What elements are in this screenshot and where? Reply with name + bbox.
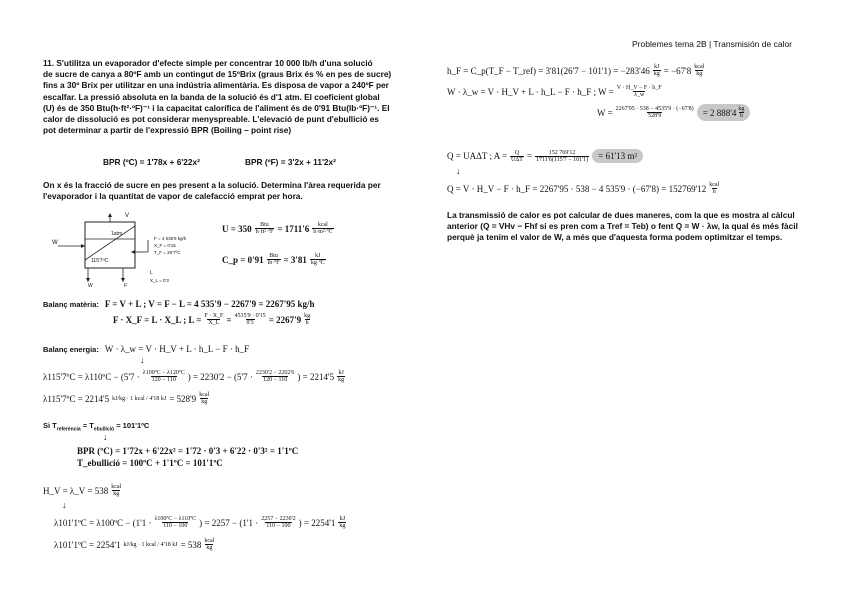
question <box>43 180 408 202</box>
hf-result: = −67'8 <box>663 65 692 76</box>
eq2-num2: 4535'9 · 0'15 <box>234 313 266 319</box>
lambda101-den: 110 − 100 <box>163 523 188 529</box>
lambda-interp-den2: 120 − 110 <box>263 377 288 383</box>
problem-line: de sucre de canya a 80ºF amb un contingut de 15ºBrix (graus Brix és % en pes de sucre) <box>43 69 392 80</box>
tref-value: = 101'1ºC <box>116 421 150 430</box>
diagram-feed-1: F = 4 535'9 kg/h <box>154 236 187 241</box>
w-result-unit-num: kg <box>738 106 745 112</box>
diagram-feed-3: T_F = 26'7ºC <box>154 250 181 255</box>
eq2-num: F · X_F <box>204 313 224 319</box>
eq-cp-res-unit-den: kg·ºC <box>310 260 325 266</box>
hv-unit-den: kg <box>113 491 120 497</box>
lambda-interp-den: 120 − 110 <box>151 377 176 383</box>
eq-u-res-unit-num: kcal <box>317 222 328 228</box>
lambda-convert <box>43 392 209 405</box>
lambda101-interp <box>54 516 346 529</box>
lambda101-num: λ100ºC − λ110ºC <box>154 516 197 522</box>
tref-label2: = T <box>82 421 94 430</box>
lambda-interp-lhs: λ115'7ºC = λ110ºC − (5'7 · <box>43 371 140 382</box>
material-balance-eq1: F = V + L ; V = F − L = 4 535'9 − 2267'9 = 2267'95 kg/h <box>104 299 315 309</box>
w-num: V · H_V − F · h_F <box>616 85 662 91</box>
lambda-interp <box>43 370 345 383</box>
q-calc: Q = V · H_V − F · h_F = 2267'95 · 538 − 4 535'9 · (−67'8) = 152769'12 <box>447 183 707 194</box>
lambda101-result: ) = 2254'1 <box>298 517 336 528</box>
note-line: anterior (Q = VHv − Fhf si es pren com a Tref = Teb) o fent Q = W · λw, la qual és més fàcil <box>447 221 798 232</box>
eq2-result: = 2267'9 <box>268 314 302 325</box>
question-line: l'evaporador i la quantitat de vapor de calefacció emprat per hora. <box>43 191 303 202</box>
eq-cp-res-unit-num: kJ <box>315 253 321 259</box>
lambda-convert-unit-den: kg <box>201 399 208 405</box>
area-num2: 152 769'12 <box>548 149 576 156</box>
problem-line: 11. S'utilitza un evaporador d'efecte simple per concentrar 10 000 lb/h d'una solució <box>43 58 373 68</box>
energy-balance-eq: W · λ_w = V · H_V + L · h_L − F · h_F <box>104 344 250 354</box>
lambda-convert-result: = 528'9 <box>169 393 197 404</box>
diagram-label-f-out: F <box>124 283 128 289</box>
tref-sub2: ebullició <box>93 426 115 433</box>
area-result: = 61'13 m² <box>592 149 643 163</box>
hv-unit-num: kcal <box>111 484 122 490</box>
lambda-interp-result: ) = 2214'5 <box>297 371 335 382</box>
eq-cp <box>222 253 326 266</box>
hv-arrow: ↓ <box>62 500 67 510</box>
eq2-den: X_L <box>208 320 220 326</box>
q-line <box>447 182 719 195</box>
diagram-feed-2: X_F = 0'15 <box>154 243 176 248</box>
lambda-convert-lhs: λ115'7ºC = 2214'5 <box>43 393 110 404</box>
eq2-unit-den: h <box>305 320 309 326</box>
lambda101-mid: ) = 2257 − (1'1 · <box>199 517 259 528</box>
lambda101-convert-lhs: λ101'1ºC = 2254'1 <box>54 539 121 550</box>
lambda101-num2: 2257 − 2230'2 <box>261 516 296 522</box>
bpr-calc: BPR (ºC) = 1'72x + 6'22x² = 1'72 · 0'3 + 6'22 · 0'3² = 1'1ºC <box>77 446 299 456</box>
hf-unit2-den: kg <box>696 71 703 77</box>
problem-line: calor de dissolució es pot considerar menyspreable. L'elevació de punt d'ebullició es <box>43 114 379 125</box>
bpr-formula-f: BPR (ºF) = 3'2x + 11'2x² <box>245 157 336 167</box>
problem-line: (U) és de 350 Btu(h·ft²·ºF)⁻¹ i la capacitat calorífica de l'aliment és de 0'91 Btu(lb·ºF)⁻¹. El <box>43 102 390 113</box>
hv-line <box>43 484 121 497</box>
hf-line <box>447 64 704 77</box>
hf-lhs: h_F = C_p(T_F − T_ref) = 3'81(26'7 − 101'1) = −283'46 <box>447 65 650 76</box>
lambda101-convert-unit-num: kcal <box>204 538 215 544</box>
note-paragraph <box>447 210 812 244</box>
hf-unit1-den: kg <box>653 71 660 77</box>
eq-u <box>222 222 334 235</box>
eq-u-unit-num: Btu <box>260 222 269 228</box>
question-line: On x és la fracció de sucre en pes present a la solució. Determina l'àrea requerida per <box>43 180 381 190</box>
w-calc-lhs: W = <box>597 107 613 118</box>
eq-cp-unit-num: Btu <box>269 253 278 259</box>
lambda-interp-unit-den: kg <box>338 377 345 383</box>
w-result: = 2 888'4 <box>702 107 737 118</box>
area-arrow: ↓ <box>456 166 461 176</box>
eq-u-unit-den: h·ft²·ºF <box>255 229 274 235</box>
tref-arrow: ↓ <box>103 432 108 442</box>
problem-line: pot determinar a partir de l'expressió BPR (Boiling – point rise) <box>43 125 292 136</box>
area-num: Q <box>514 149 520 156</box>
lambda101-convert <box>54 538 214 551</box>
diagram-label-l: L <box>150 270 153 276</box>
area-line <box>447 149 643 163</box>
diagram-label-atm: 1atm <box>111 231 123 237</box>
area-equals: = <box>526 151 532 161</box>
q-unit-num: kcal <box>709 182 720 188</box>
problem-line: fins a 30º Brix per utilitzar en una indústria alimentària. Es disposa de vapor a 240ºF per <box>43 80 389 91</box>
tref-label: Si T <box>43 421 57 430</box>
diagram-label-v: V <box>125 213 130 219</box>
lambda-convert-unit-num: kcal <box>199 392 210 398</box>
material-balance <box>43 299 314 309</box>
eq2-lhs: F · X_F = L · X_L ; L = <box>113 314 202 325</box>
area-den: UΔT <box>511 156 523 163</box>
evaporator-diagram <box>48 212 238 292</box>
lambda101-unit-num: kJ <box>339 516 346 522</box>
lambda-interp-mid: ) = 2230'2 − (5'7 · <box>187 371 253 382</box>
diagram-label-w-out: W <box>88 283 93 289</box>
tref-line <box>43 421 149 433</box>
energy-balance <box>43 344 249 354</box>
q-unit-den: h <box>712 189 716 195</box>
lambda101-convert-factor: kJ/kg · 1 kcal / 4'18 kJ <box>123 541 178 548</box>
energy-arrow: ↓ <box>140 355 145 365</box>
w-den: λ_w <box>634 92 645 98</box>
w-line <box>447 85 662 98</box>
eq-u-lhs: U = 350 <box>222 223 252 234</box>
lambda-convert-factor: kJ/kg · 1 kcal / 4'18 kJ <box>112 395 167 402</box>
material-balance-eq2 <box>113 313 310 326</box>
eq2-unit-num: kg <box>304 313 311 319</box>
eq2-equals: = <box>226 314 232 325</box>
w-result-unit-den: h <box>739 113 743 119</box>
lambda101-den2: 110 − 100 <box>266 523 291 529</box>
eq-cp-unit-den: lb·ºF <box>267 260 280 266</box>
problem-line: escalfar. La pressió absoluta en la banda de la solució és d'1 atm. El coeficient global <box>43 91 380 102</box>
w-calc-den: 528'9 <box>648 113 662 119</box>
lambda101-lhs: λ101'1ºC = λ100ºC − (1'1 · <box>54 517 152 528</box>
lambda101-unit-den: kg <box>339 523 346 529</box>
lambda-interp-num2: 2230'2 − 2202'6 <box>255 370 295 376</box>
energy-balance-label: Balanç energia: <box>43 344 99 354</box>
problem-statement <box>43 58 403 136</box>
bpr-formula-c: BPR (ºC) = 1'78x + 6'22x² <box>103 157 200 167</box>
w-calc-num: 2267'95 · 538 − 4535'9 · (−67'8) <box>615 106 694 112</box>
hv-lhs: H_V = λ_V = 538 <box>43 485 109 496</box>
lambda-interp-unit-num: kJ <box>338 370 344 376</box>
area-lhs: Q = UAΔT ; A = <box>447 151 508 161</box>
note-line: La transmissió de calor es pot calcular de dues maneres, com la que es mostra al càlcul <box>447 210 795 220</box>
tebull-calc: T_ebullició = 100ºC + 1'1ºC = 101'1ºC <box>77 458 223 468</box>
note-line: perquè ja tenim el valor de W, a més que d'aquesta forma podem optimitzar el temps. <box>447 232 783 243</box>
diagram-label-xl: X_L = 0'3 <box>150 278 169 283</box>
eq-u-res-unit-den: h·m²·ºC <box>313 229 333 235</box>
tref-sub: referència <box>56 426 81 433</box>
diagram-label-w: W <box>52 240 58 246</box>
lambda-interp-num: λ100ºC − λ120ºC <box>142 370 185 376</box>
eq-cp-result: = 3'81 <box>283 254 307 265</box>
diagram-label-temp: 115'7ºC <box>91 258 109 264</box>
eq2-den2: 0'3 <box>246 320 254 326</box>
lambda101-convert-result: = 538 <box>180 539 202 550</box>
hf-unit1-num: kJ <box>654 64 660 70</box>
w-lhs: W · λ_w = V · H_V + L · h_L − F · h_F ; W = <box>447 86 614 97</box>
w-result-highlight <box>697 104 751 121</box>
hf-unit2-num: kcal <box>694 64 705 70</box>
page-header: Problemes tema 2B | Transmisión de calor <box>632 39 792 49</box>
area-den2: 1711'6(115'7 − 101'1) <box>535 156 589 163</box>
lambda101-convert-unit-den: kg <box>206 545 213 551</box>
material-balance-label: Balanç matèria: <box>43 299 99 309</box>
eq-u-result: = 1711'6 <box>277 223 310 234</box>
w-calc <box>597 104 750 121</box>
eq-cp-lhs: C_p = 0'91 <box>222 254 264 265</box>
